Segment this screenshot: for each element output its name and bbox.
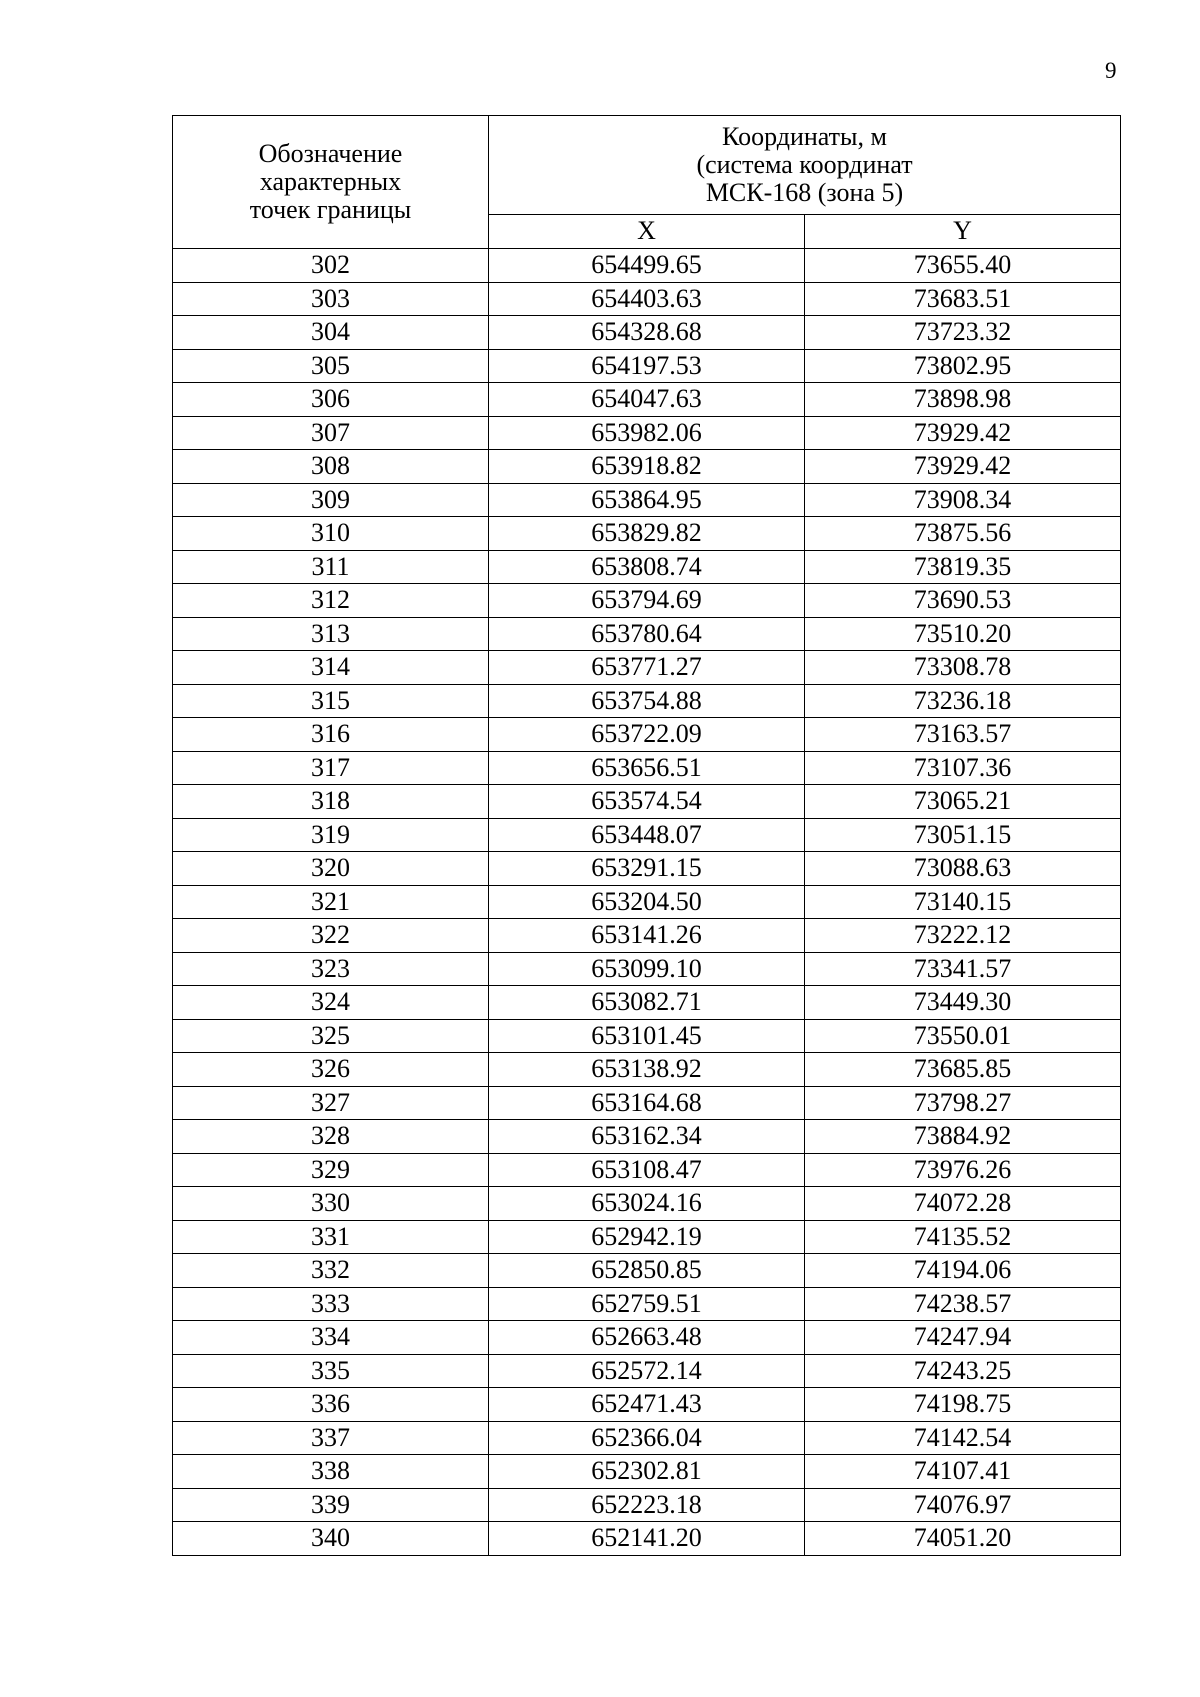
table-row xyxy=(173,1388,1121,1422)
table-row xyxy=(173,1187,1121,1221)
cell-point: 313 xyxy=(173,617,489,651)
table-row xyxy=(173,952,1121,986)
cell-point: 339 xyxy=(173,1488,489,1522)
cell-x: 652302.81 xyxy=(489,1455,805,1489)
table-row xyxy=(173,818,1121,852)
cell-point: 307 xyxy=(173,416,489,450)
table-row xyxy=(173,1421,1121,1455)
cell-point: 302 xyxy=(173,249,489,283)
cell-point: 316 xyxy=(173,718,489,752)
cell-x: 653656.51 xyxy=(489,751,805,785)
header-coords-line-3: МСК-168 (зона 5) xyxy=(705,177,904,207)
cell-point: 328 xyxy=(173,1120,489,1154)
cell-x: 654403.63 xyxy=(489,282,805,316)
cell-x: 653082.71 xyxy=(489,986,805,1020)
cell-point: 337 xyxy=(173,1421,489,1455)
cell-y: 73723.32 xyxy=(805,316,1121,350)
cell-y: 74072.28 xyxy=(805,1187,1121,1221)
cell-y: 73802.95 xyxy=(805,349,1121,383)
cell-x: 653864.95 xyxy=(489,483,805,517)
page-number: 9 xyxy=(1105,58,1117,83)
cell-point: 304 xyxy=(173,316,489,350)
table-row xyxy=(173,316,1121,350)
cell-y: 74051.20 xyxy=(805,1522,1121,1556)
cell-y: 74107.41 xyxy=(805,1455,1121,1489)
cell-x: 652366.04 xyxy=(489,1421,805,1455)
header-coords-line-1: Координаты, м xyxy=(722,121,887,151)
cell-y: 73898.98 xyxy=(805,383,1121,417)
cell-x: 653024.16 xyxy=(489,1187,805,1221)
cell-point: 332 xyxy=(173,1254,489,1288)
table-row xyxy=(173,919,1121,953)
cell-x: 653099.10 xyxy=(489,952,805,986)
cell-point: 306 xyxy=(173,383,489,417)
table-row xyxy=(173,651,1121,685)
cell-y: 74247.94 xyxy=(805,1321,1121,1355)
header-point-line-3: точек границы xyxy=(249,195,412,224)
cell-point: 327 xyxy=(173,1086,489,1120)
cell-x: 653771.27 xyxy=(489,651,805,685)
cell-point: 326 xyxy=(173,1053,489,1087)
table-row xyxy=(173,718,1121,752)
cell-point: 309 xyxy=(173,483,489,517)
table-row xyxy=(173,249,1121,283)
coordinates-table xyxy=(172,115,1121,1556)
cell-x: 653141.26 xyxy=(489,919,805,953)
cell-x: 652223.18 xyxy=(489,1488,805,1522)
cell-y: 74194.06 xyxy=(805,1254,1121,1288)
cell-point: 336 xyxy=(173,1388,489,1422)
cell-y: 74238.57 xyxy=(805,1287,1121,1321)
cell-point: 340 xyxy=(173,1522,489,1556)
cell-y: 73163.57 xyxy=(805,718,1121,752)
cell-point: 315 xyxy=(173,684,489,718)
cell-point: 314 xyxy=(173,651,489,685)
cell-x: 653794.69 xyxy=(489,584,805,618)
header-coords-line-2: (система координат xyxy=(696,149,913,179)
cell-y: 73685.85 xyxy=(805,1053,1121,1087)
header-point-designation xyxy=(173,116,489,249)
table-row xyxy=(173,617,1121,651)
cell-point: 308 xyxy=(173,450,489,484)
table-row xyxy=(173,1455,1121,1489)
cell-y: 74198.75 xyxy=(805,1388,1121,1422)
table-row xyxy=(173,584,1121,618)
table-row xyxy=(173,684,1121,718)
cell-x: 653108.47 xyxy=(489,1153,805,1187)
cell-y: 73088.63 xyxy=(805,852,1121,886)
cell-point: 311 xyxy=(173,550,489,584)
table-row xyxy=(173,483,1121,517)
cell-x: 653982.06 xyxy=(489,416,805,450)
cell-x: 653574.54 xyxy=(489,785,805,819)
cell-point: 317 xyxy=(173,751,489,785)
header-coordinates xyxy=(489,116,1121,215)
cell-x: 653808.74 xyxy=(489,550,805,584)
cell-x: 654328.68 xyxy=(489,316,805,350)
table-row xyxy=(173,383,1121,417)
cell-point: 320 xyxy=(173,852,489,886)
cell-point: 335 xyxy=(173,1354,489,1388)
cell-x: 652471.43 xyxy=(489,1388,805,1422)
table-row xyxy=(173,852,1121,886)
cell-y: 73065.21 xyxy=(805,785,1121,819)
cell-point: 330 xyxy=(173,1187,489,1221)
cell-point: 338 xyxy=(173,1455,489,1489)
cell-y: 73051.15 xyxy=(805,818,1121,852)
header-point-line-1: Обозначение xyxy=(258,139,403,168)
cell-y: 73875.56 xyxy=(805,517,1121,551)
cell-x: 653829.82 xyxy=(489,517,805,551)
table-row xyxy=(173,1086,1121,1120)
cell-x: 653291.15 xyxy=(489,852,805,886)
header-y: Y xyxy=(805,214,1121,248)
cell-x: 653448.07 xyxy=(489,818,805,852)
cell-y: 73140.15 xyxy=(805,885,1121,919)
cell-y: 73550.01 xyxy=(805,1019,1121,1053)
table-row xyxy=(173,349,1121,383)
cell-point: 322 xyxy=(173,919,489,953)
cell-point: 331 xyxy=(173,1220,489,1254)
cell-point: 325 xyxy=(173,1019,489,1053)
cell-point: 333 xyxy=(173,1287,489,1321)
cell-y: 73449.30 xyxy=(805,986,1121,1020)
cell-x: 653101.45 xyxy=(489,1019,805,1053)
table-row xyxy=(173,282,1121,316)
cell-point: 305 xyxy=(173,349,489,383)
cell-y: 74142.54 xyxy=(805,1421,1121,1455)
cell-point: 312 xyxy=(173,584,489,618)
table-row xyxy=(173,1354,1121,1388)
cell-y: 74243.25 xyxy=(805,1354,1121,1388)
table-row xyxy=(173,517,1121,551)
cell-y: 73222.12 xyxy=(805,919,1121,953)
table-row xyxy=(173,416,1121,450)
cell-x: 653918.82 xyxy=(489,450,805,484)
cell-point: 321 xyxy=(173,885,489,919)
cell-x: 654197.53 xyxy=(489,349,805,383)
cell-y: 73819.35 xyxy=(805,550,1121,584)
cell-y: 73107.36 xyxy=(805,751,1121,785)
table-row xyxy=(173,986,1121,1020)
cell-x: 653162.34 xyxy=(489,1120,805,1154)
cell-y: 73908.34 xyxy=(805,483,1121,517)
cell-y: 73929.42 xyxy=(805,450,1121,484)
cell-point: 303 xyxy=(173,282,489,316)
header-x: X xyxy=(489,214,805,248)
cell-x: 653164.68 xyxy=(489,1086,805,1120)
table-row xyxy=(173,1120,1121,1154)
table-row xyxy=(173,885,1121,919)
table-row xyxy=(173,1488,1121,1522)
cell-x: 653204.50 xyxy=(489,885,805,919)
table-row xyxy=(173,1153,1121,1187)
cell-point: 310 xyxy=(173,517,489,551)
table-row xyxy=(173,1287,1121,1321)
cell-y: 73683.51 xyxy=(805,282,1121,316)
cell-y: 73884.92 xyxy=(805,1120,1121,1154)
cell-x: 652759.51 xyxy=(489,1287,805,1321)
cell-y: 73798.27 xyxy=(805,1086,1121,1120)
cell-x: 652663.48 xyxy=(489,1321,805,1355)
cell-x: 654047.63 xyxy=(489,383,805,417)
cell-x: 653138.92 xyxy=(489,1053,805,1087)
cell-point: 329 xyxy=(173,1153,489,1187)
cell-x: 653754.88 xyxy=(489,684,805,718)
header-point-line-2: характерных xyxy=(259,167,402,196)
table-row xyxy=(173,751,1121,785)
cell-y: 73929.42 xyxy=(805,416,1121,450)
cell-x: 653722.09 xyxy=(489,718,805,752)
table-row xyxy=(173,1522,1121,1556)
cell-x: 654499.65 xyxy=(489,249,805,283)
cell-point: 319 xyxy=(173,818,489,852)
table-row xyxy=(173,1321,1121,1355)
cell-x: 653780.64 xyxy=(489,617,805,651)
cell-x: 652141.20 xyxy=(489,1522,805,1556)
cell-y: 74076.97 xyxy=(805,1488,1121,1522)
cell-x: 652572.14 xyxy=(489,1354,805,1388)
table-body xyxy=(173,249,1121,1556)
cell-y: 73976.26 xyxy=(805,1153,1121,1187)
table-row xyxy=(173,550,1121,584)
cell-y: 73308.78 xyxy=(805,651,1121,685)
cell-y: 73655.40 xyxy=(805,249,1121,283)
cell-y: 73236.18 xyxy=(805,684,1121,718)
cell-y: 73510.20 xyxy=(805,617,1121,651)
table-row xyxy=(173,1254,1121,1288)
cell-x: 652942.19 xyxy=(489,1220,805,1254)
cell-point: 324 xyxy=(173,986,489,1020)
table-row xyxy=(173,1053,1121,1087)
cell-point: 323 xyxy=(173,952,489,986)
cell-point: 318 xyxy=(173,785,489,819)
table-row xyxy=(173,785,1121,819)
table-row xyxy=(173,450,1121,484)
cell-y: 73690.53 xyxy=(805,584,1121,618)
cell-y: 73341.57 xyxy=(805,952,1121,986)
table-row xyxy=(173,1019,1121,1053)
cell-y: 74135.52 xyxy=(805,1220,1121,1254)
cell-point: 334 xyxy=(173,1321,489,1355)
table-row xyxy=(173,1220,1121,1254)
cell-x: 652850.85 xyxy=(489,1254,805,1288)
